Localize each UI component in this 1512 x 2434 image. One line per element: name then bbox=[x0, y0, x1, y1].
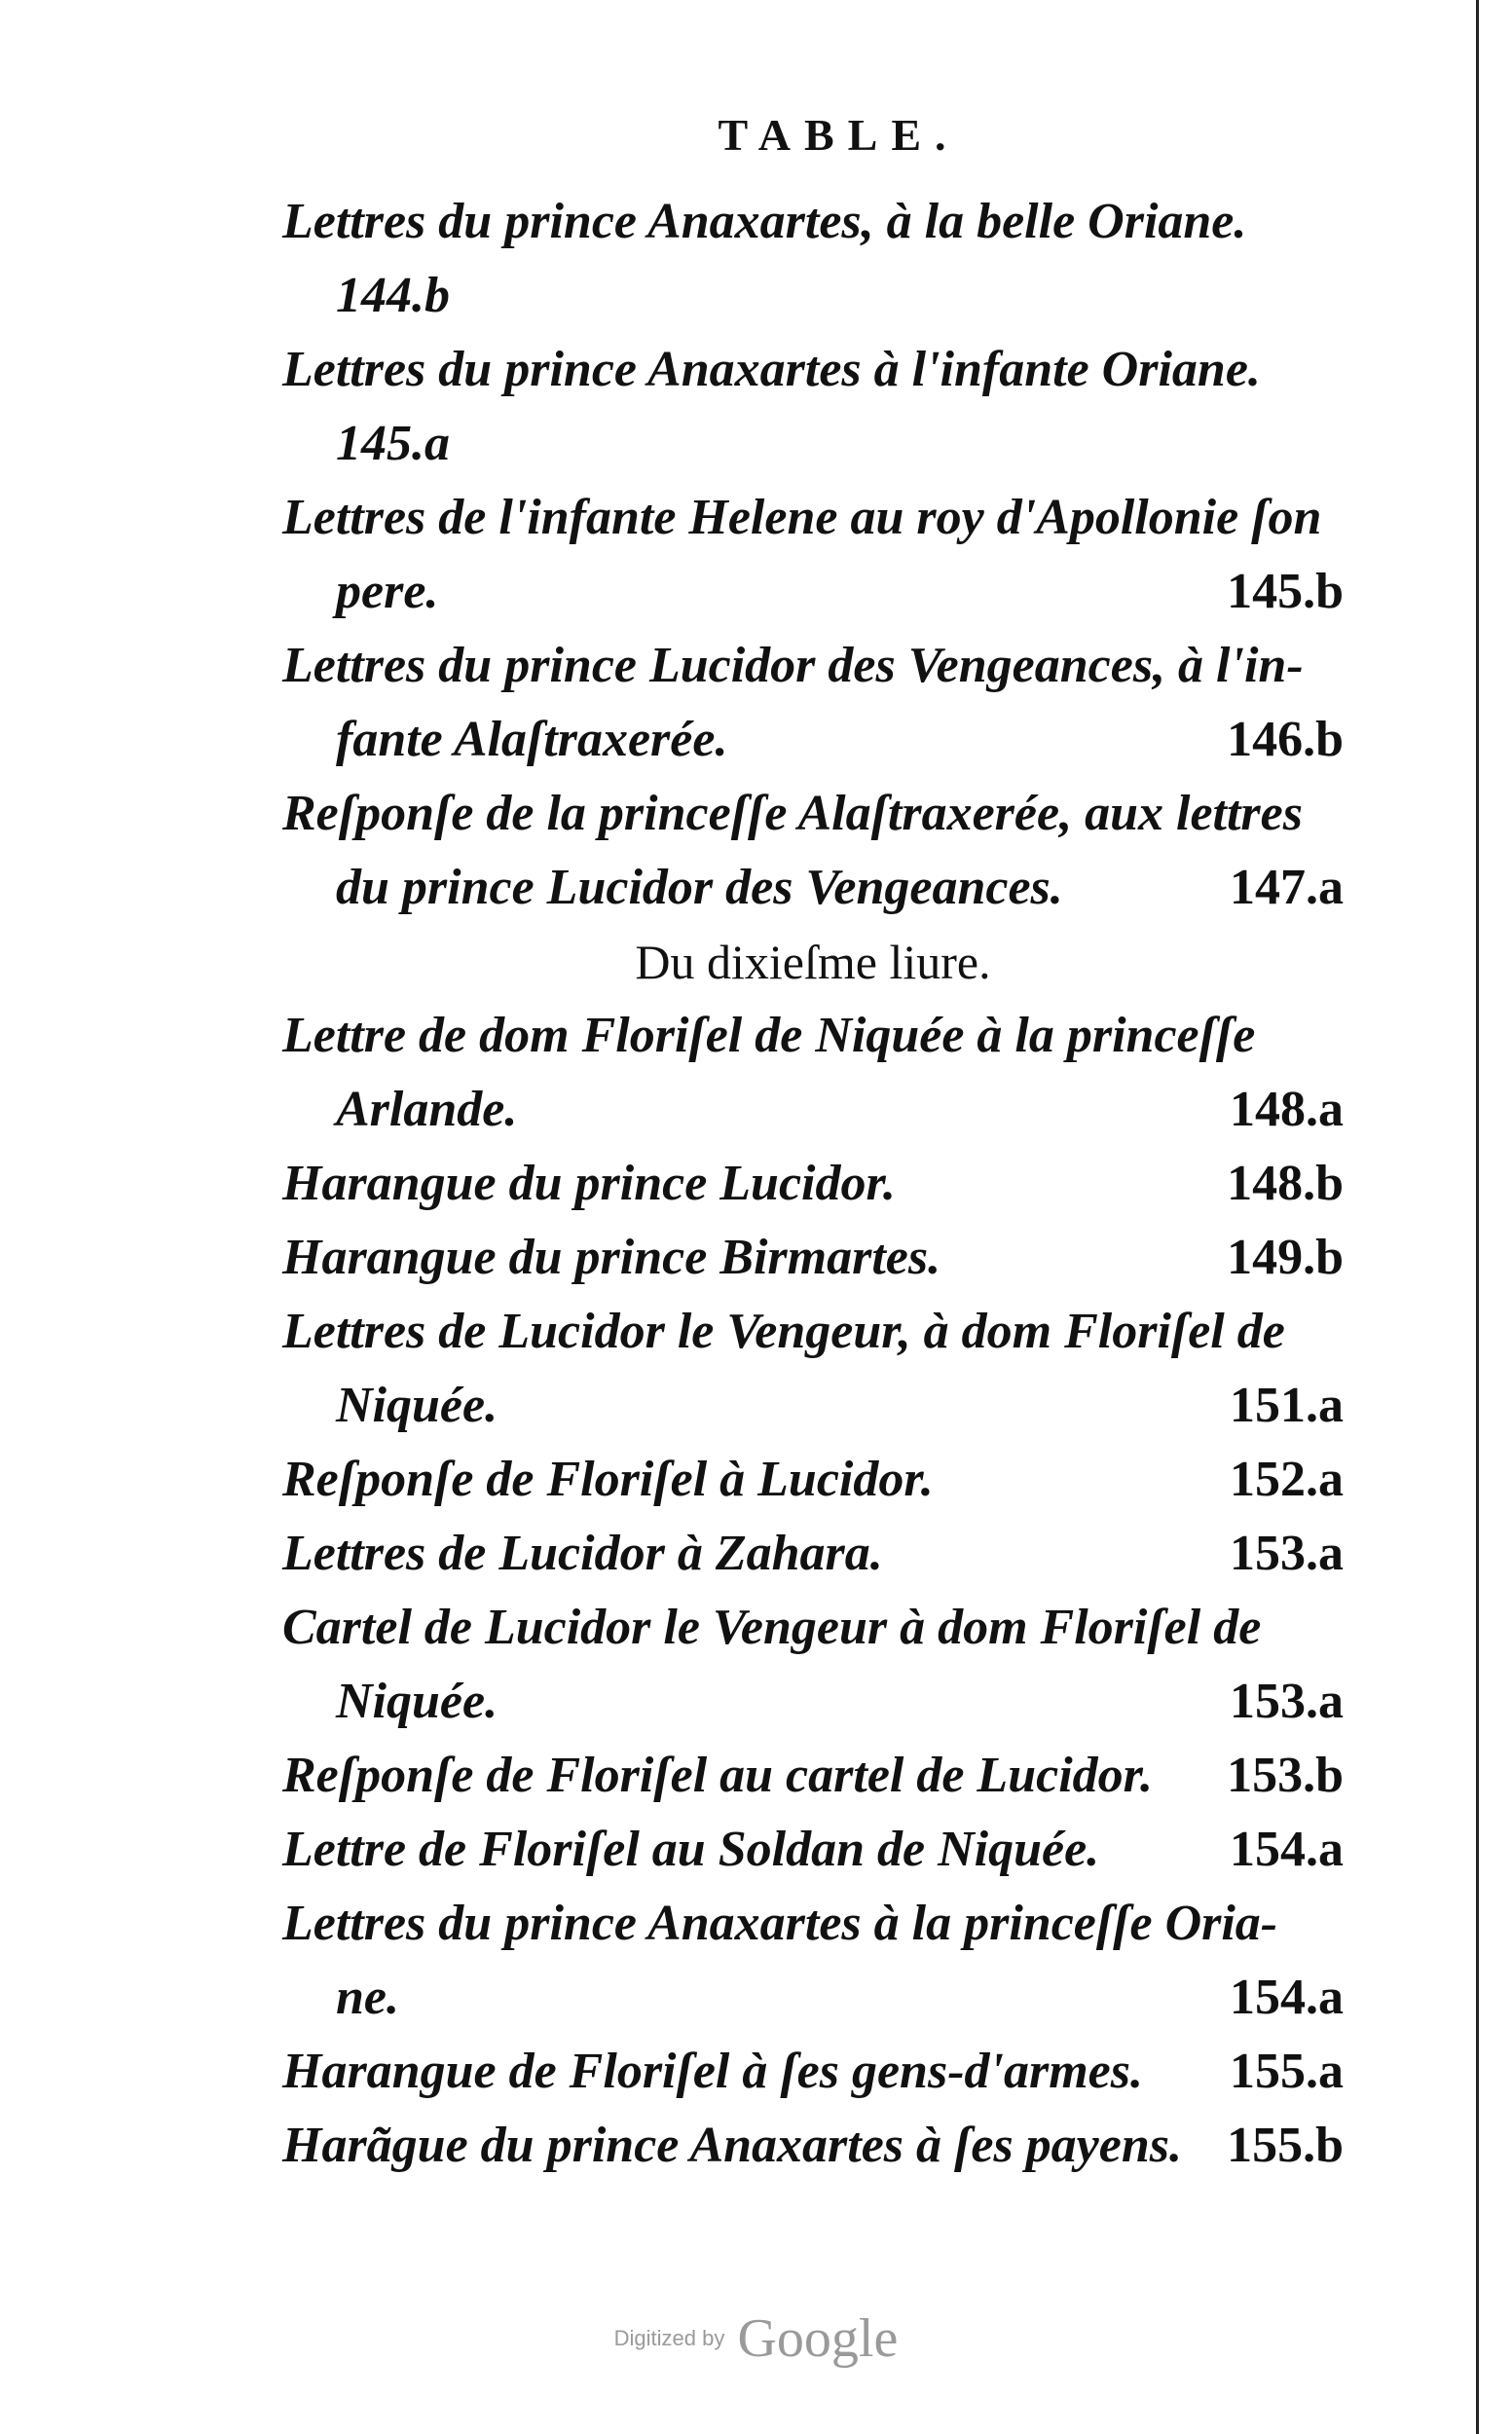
entry-page: 151.a bbox=[1230, 1378, 1344, 1433]
entry-title: Lettres de Lucidor le Vengeur, à dom Floriſel de bbox=[282, 1304, 1285, 1359]
entry-title-continued: du prince Lucidor des Vengeances. bbox=[336, 860, 1063, 915]
entry-page: 149.b bbox=[1227, 1230, 1344, 1285]
toc-entry bbox=[282, 777, 1344, 925]
entry-page: 145.b bbox=[1227, 564, 1344, 619]
entry-page: 154.a bbox=[1230, 1970, 1344, 2025]
entry-page: 154.a bbox=[1230, 1822, 1344, 1877]
entry-title: Lettres du prince Anaxartes, à la belle Oriane. bbox=[282, 194, 1247, 249]
entry-page: 147.a bbox=[1230, 860, 1344, 915]
entry-title: Harãgue du prince Anaxartes à ſes payens. bbox=[282, 2118, 1182, 2173]
entry-title: Lettre de Floriſel au Soldan de Niquée. bbox=[282, 1822, 1100, 1877]
toc-entry bbox=[282, 1295, 1344, 1443]
toc-entry bbox=[282, 2109, 1344, 2183]
entry-title: Harangue de Floriſel à ſes gens-d'armes. bbox=[282, 2044, 1143, 2099]
entry-page: 155.a bbox=[1230, 2044, 1344, 2099]
entry-page: 153.a bbox=[1230, 1674, 1344, 1729]
entry-title: Lettres de Lucidor à Zahara. bbox=[282, 1526, 883, 1581]
entry-title: Lettres du prince Anaxartes à la princeſſe Oria- bbox=[282, 1896, 1278, 1951]
toc-entry bbox=[282, 1147, 1344, 1221]
entry-title-continued: pere. bbox=[336, 564, 439, 619]
running-head: TABLE. bbox=[718, 110, 960, 160]
entry-title: Reſponſe de la princeſſe Alaſtraxerée, aux lettres bbox=[282, 786, 1303, 841]
entry-page: 153.b bbox=[1227, 1748, 1344, 1803]
toc-entry bbox=[282, 333, 1344, 481]
entry-title: Lettres du prince Anaxartes à l'infante Oriane. bbox=[282, 342, 1261, 397]
toc-entry bbox=[282, 1739, 1344, 1813]
entry-title: Cartel de Lucidor le Vengeur à dom Floriſel de bbox=[282, 1600, 1262, 1655]
watermark-prefix: Digitized by bbox=[613, 2326, 725, 2350]
entry-title-continued: ne. bbox=[336, 1970, 399, 2025]
toc-entry bbox=[282, 999, 1344, 1147]
entry-page: 146.b bbox=[1227, 712, 1344, 767]
digitization-watermark bbox=[0, 2307, 1512, 2370]
entry-page: 148.a bbox=[1230, 1082, 1344, 1137]
entry-title: Reſponſe de Floriſel au cartel de Lucidor. bbox=[282, 1748, 1154, 1803]
toc-entry bbox=[282, 1813, 1344, 1887]
toc-entry bbox=[282, 185, 1344, 333]
entry-page: 153.a bbox=[1230, 1526, 1344, 1581]
toc-entry bbox=[282, 1221, 1344, 1295]
watermark-brand: Google bbox=[737, 2308, 899, 2369]
entry-title: Harangue du prince Birmartes. bbox=[282, 1230, 941, 1285]
entry-title-continued: Arlande. bbox=[336, 1082, 518, 1137]
entry-title: Harangue du prince Lucidor. bbox=[282, 1156, 896, 1211]
toc-entry bbox=[282, 629, 1344, 777]
entry-page: 148.b bbox=[1227, 1156, 1344, 1211]
toc-entry bbox=[282, 2035, 1344, 2109]
entry-title-continued: Niquée. bbox=[336, 1378, 498, 1433]
toc-entry bbox=[282, 481, 1344, 629]
toc-entry bbox=[282, 1887, 1344, 2035]
entry-title: Lettres du prince Lucidor des Vengeances, à l'in- bbox=[282, 638, 1304, 693]
entry-title: Reſponſe de Floriſel à Lucidor. bbox=[282, 1452, 934, 1507]
toc-entry bbox=[282, 1517, 1344, 1591]
toc-entry bbox=[282, 1443, 1344, 1517]
entry-title-continued: Niquée. bbox=[336, 1674, 498, 1729]
entry-title: Lettres de l'infante Helene au roy d'Apollonie ſon bbox=[282, 490, 1322, 545]
entry-title-continued: fante Alaſtraxerée. bbox=[336, 712, 728, 767]
table-of-contents bbox=[282, 185, 1344, 2183]
entry-page: 152.a bbox=[1230, 1452, 1344, 1507]
entry-page: 144.b bbox=[336, 268, 450, 323]
entry-page: 145.a bbox=[336, 416, 450, 471]
section-heading: Du dixieſme liure. bbox=[635, 935, 991, 989]
entry-title: Lettre de dom Floriſel de Niquée à la princeſſe bbox=[282, 1008, 1256, 1063]
toc-entry bbox=[282, 1591, 1344, 1739]
page-edge-rule bbox=[1476, 0, 1479, 2434]
entry-page: 155.b bbox=[1227, 2118, 1344, 2173]
